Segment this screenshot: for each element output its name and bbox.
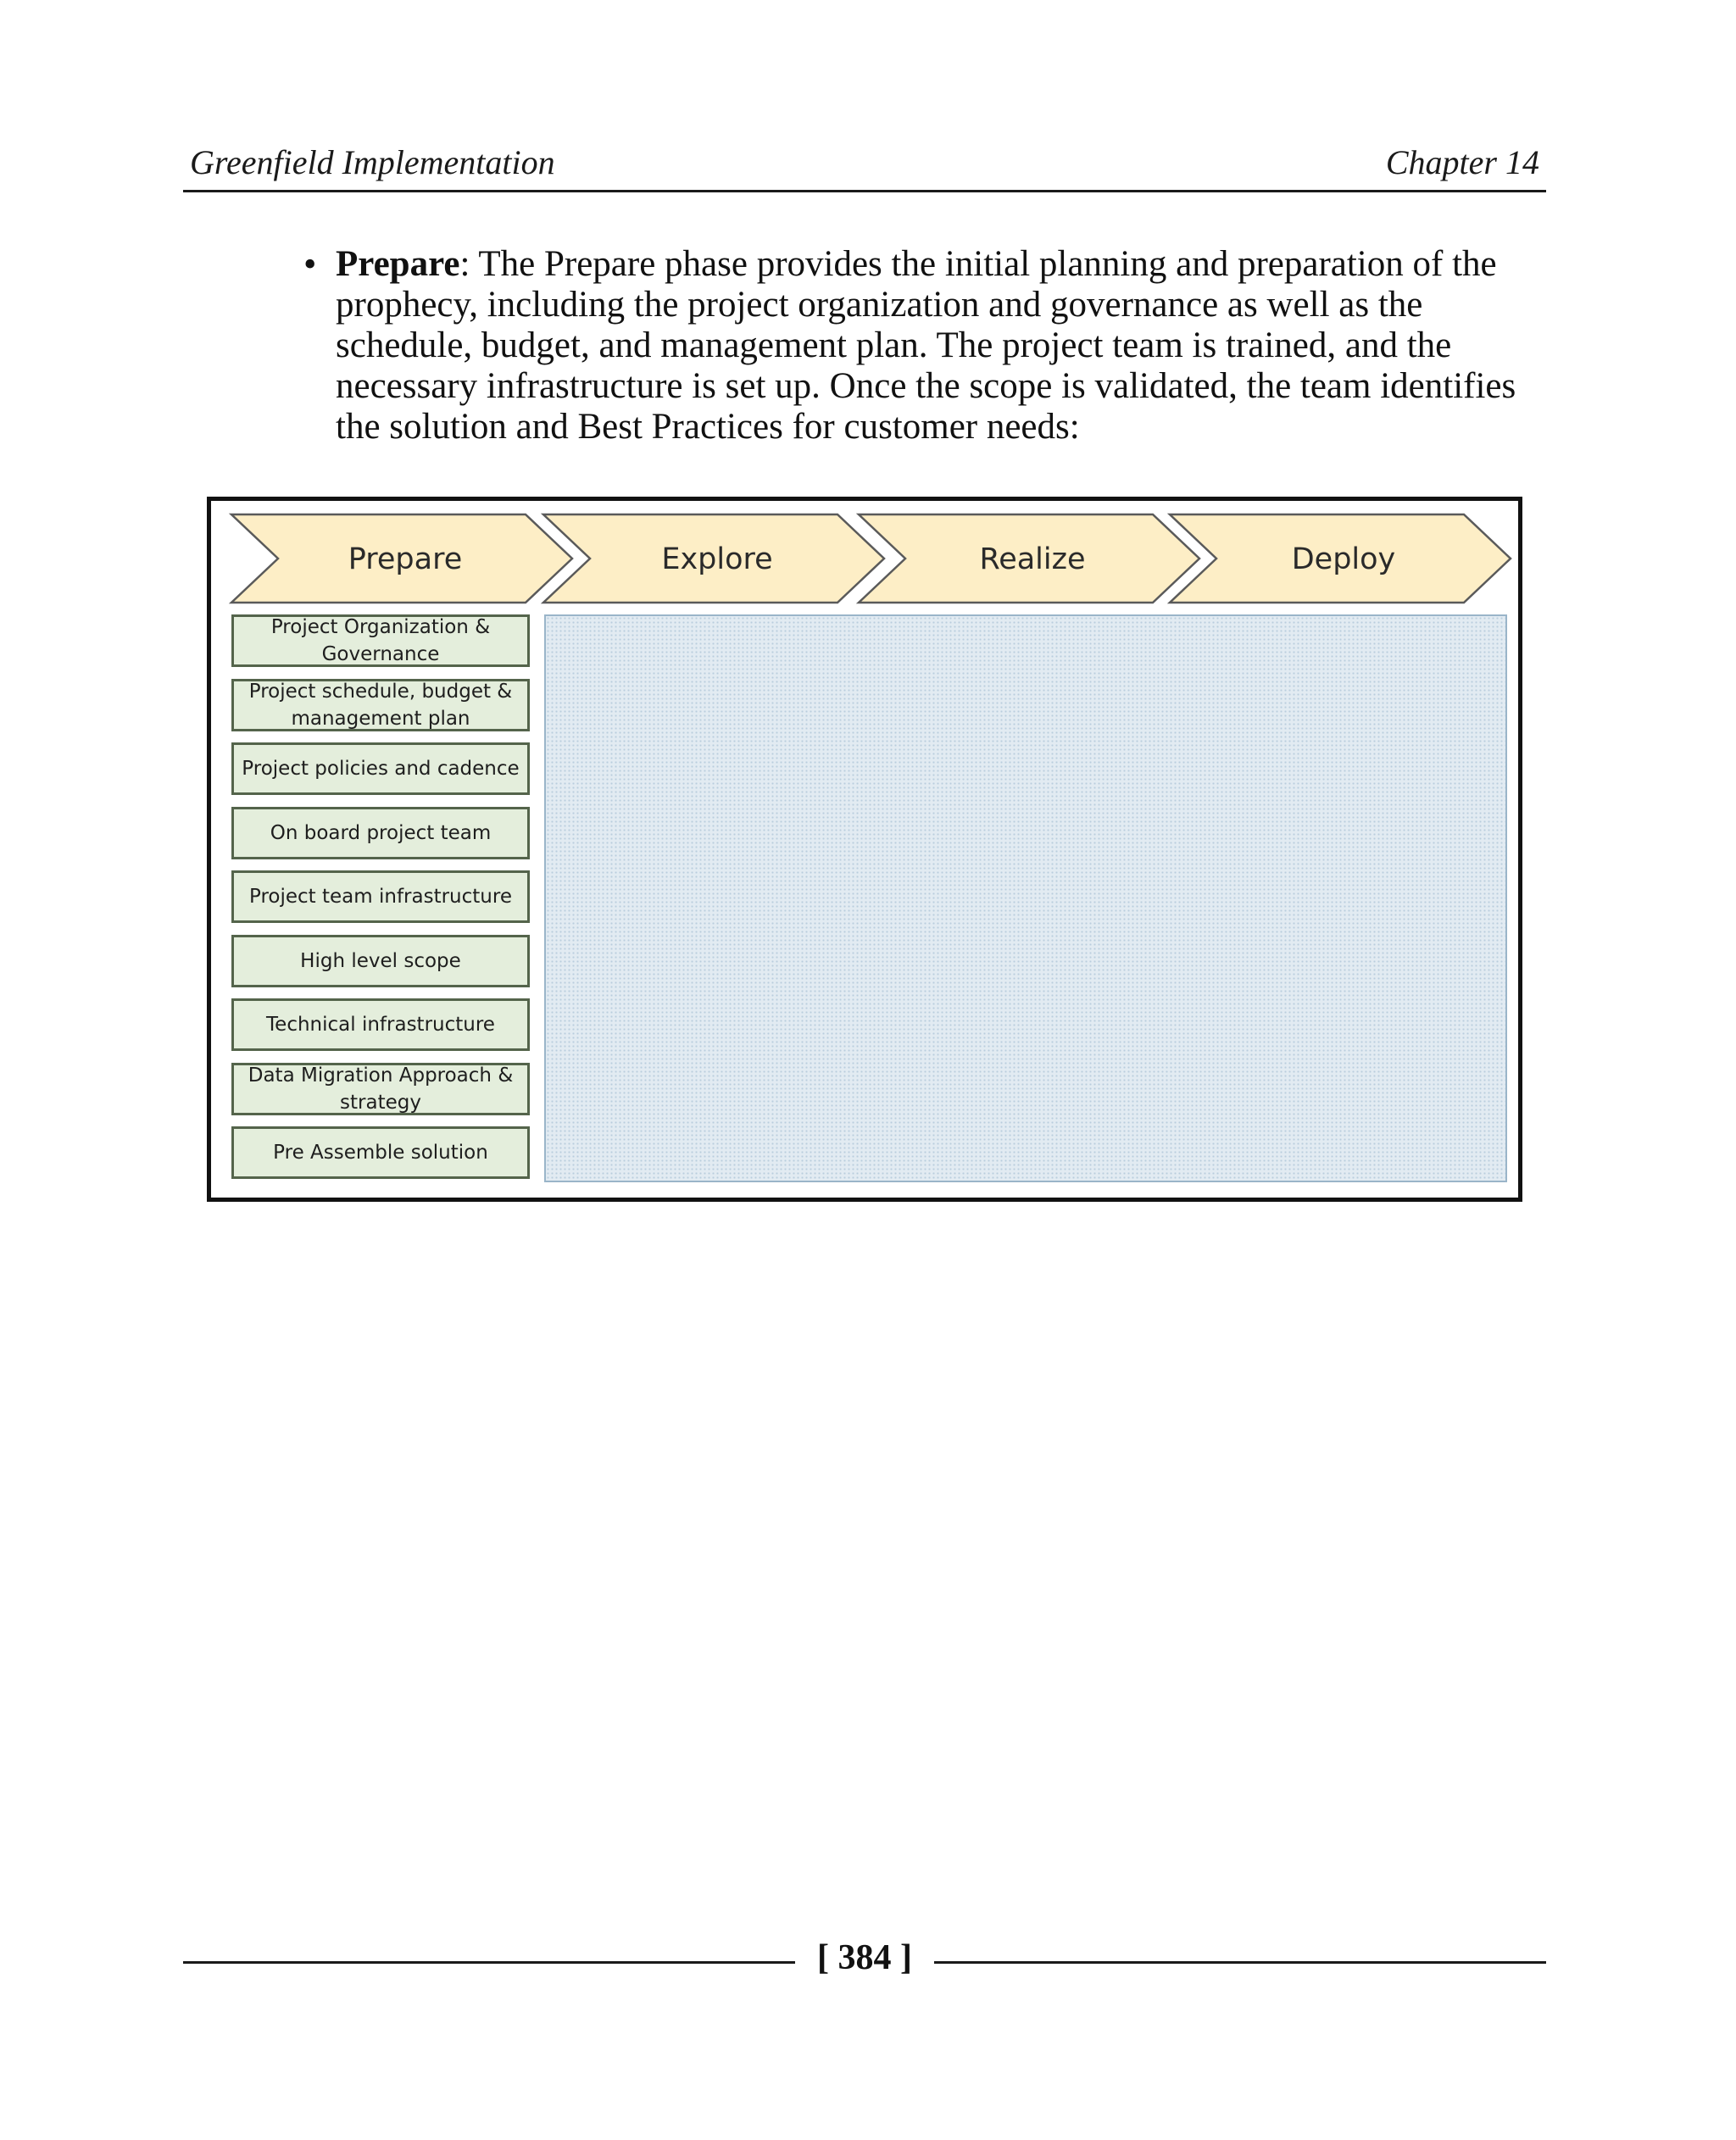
activate-phases-figure	[207, 497, 1522, 1202]
activity-box: Project policies and cadence	[231, 742, 530, 795]
bullet-body: : The Prepare phase provides the initial planning and preparation of the prophecy, including the project organization and governance as well as the schedule, budget, and management plan. The project team is trained, and the necessary infrastructure is set up. Once the scope is validated, the team identifies the solution and Best Practices for customer needs:	[336, 244, 1516, 447]
activity-box: Pre Assemble solution	[231, 1126, 530, 1179]
phase-label-realize: Realize	[979, 542, 1086, 576]
activity-box: Technical infrastructure	[231, 998, 530, 1051]
header-rule	[183, 190, 1546, 192]
activity-box: On board project team	[231, 807, 530, 859]
bullet-icon: •	[303, 243, 317, 285]
header-chapter: Chapter 14	[1385, 143, 1539, 181]
phase-content-area	[544, 614, 1507, 1182]
page-footer	[183, 1937, 1546, 1988]
phase-chevrons	[211, 501, 1518, 611]
activity-box: Project schedule, budget & management plan	[231, 679, 530, 731]
phase-label-prepare: Prepare	[348, 542, 463, 576]
activity-box: Project team infrastructure	[231, 870, 530, 923]
activity-box: Project Organization & Governance	[231, 614, 530, 667]
header-book-title: Greenfield Implementation	[190, 143, 555, 181]
footer-rule-right	[934, 1961, 1546, 1964]
activity-box: Data Migration Approach & strategy	[231, 1063, 530, 1115]
bullet-term: Prepare	[336, 244, 460, 284]
bullet-text	[336, 244, 1548, 447]
page-number: [ 384 ]	[817, 1938, 912, 1977]
running-header	[183, 142, 1546, 193]
activity-box: High level scope	[231, 935, 530, 987]
phase-label-explore: Explore	[661, 542, 773, 576]
phase-label-deploy: Deploy	[1291, 542, 1396, 576]
